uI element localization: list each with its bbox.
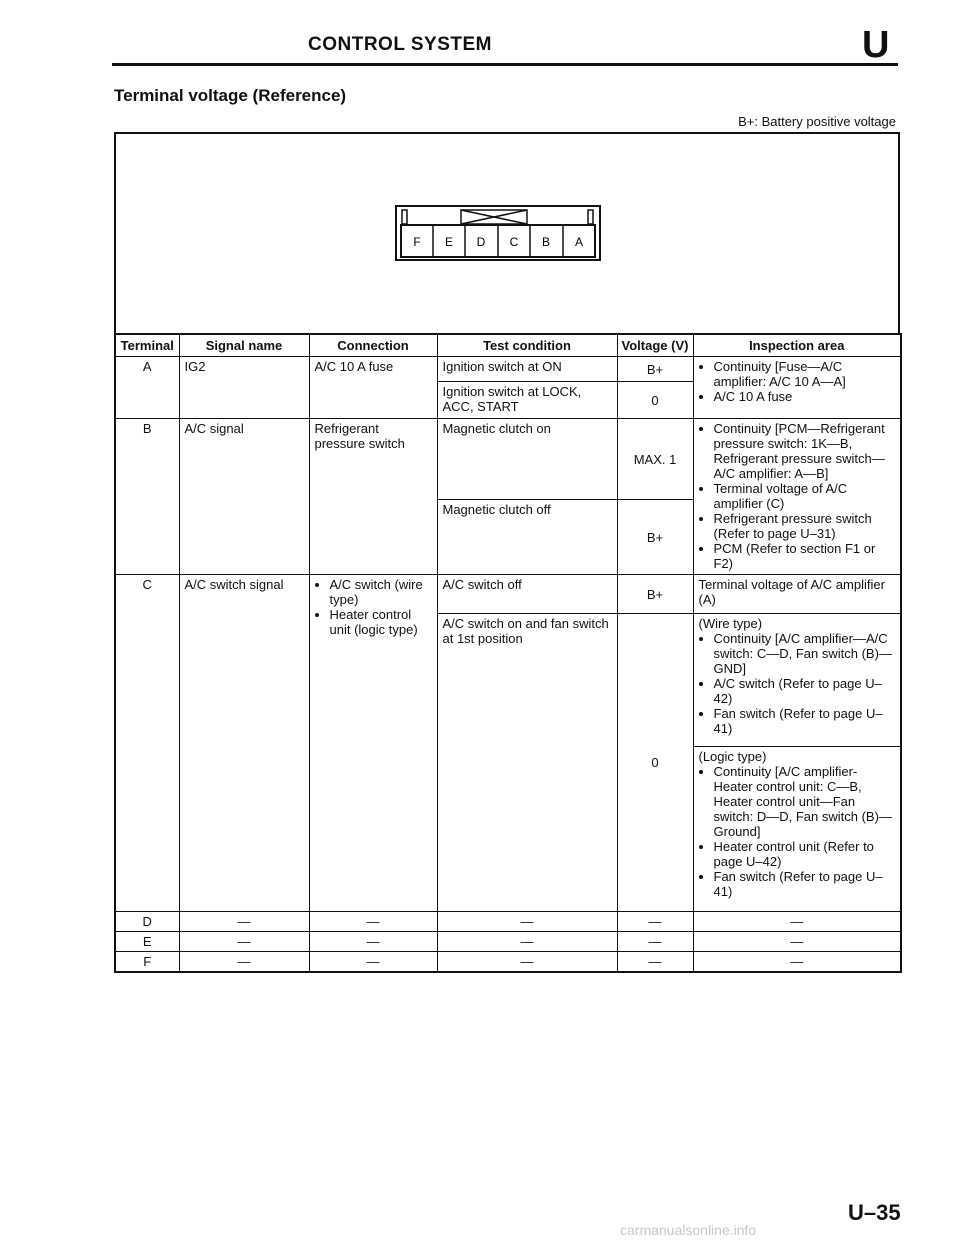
inspection-area-cell: Terminal voltage of A/C amplifier (A) xyxy=(693,575,901,614)
table-header-row xyxy=(115,334,901,357)
inspection-subtitle: (Wire type) xyxy=(698,616,763,631)
empty-cell: — xyxy=(437,912,617,932)
table-row xyxy=(115,357,901,382)
inspection-subtitle: (Logic type) xyxy=(698,749,767,764)
column-header-voltage: Voltage (V) xyxy=(617,334,693,357)
voltage-cell: B+ xyxy=(617,575,693,614)
inspection-area-cell xyxy=(693,419,901,575)
connection-item: • Heater control unit (logic type) xyxy=(330,607,432,637)
inspection-item: • Terminal voltage of A/C amplifier (C) xyxy=(714,481,896,511)
section-letter: U xyxy=(862,24,890,66)
test-condition-cell: Ignition switch at ON xyxy=(437,357,617,382)
connector-pin-b: B xyxy=(541,235,551,249)
column-header-connection: Connection xyxy=(309,334,437,357)
connection-list xyxy=(315,577,432,637)
terminal-voltage-table xyxy=(114,333,902,973)
test-condition-cell: Ignition switch at LOCK, ACC, START xyxy=(437,382,617,419)
connector-pin-a: A xyxy=(574,235,584,249)
inspection-list xyxy=(699,764,896,899)
column-header-test-condition: Test condition xyxy=(437,334,617,357)
voltage-cell: 0 xyxy=(617,614,693,912)
empty-cell: — xyxy=(693,932,901,952)
inspection-item: • Refrigerant pressure switch (Refer to page U–31) xyxy=(714,511,896,541)
empty-cell: — xyxy=(309,912,437,932)
connector-diagram xyxy=(395,205,601,261)
voltage-cell: MAX. 1 xyxy=(617,419,693,500)
test-condition-cell: Magnetic clutch on xyxy=(437,419,617,500)
empty-cell: — xyxy=(179,912,309,932)
table-row xyxy=(115,419,901,500)
empty-cell: — xyxy=(179,952,309,973)
column-header-terminal: Terminal xyxy=(115,334,179,357)
test-condition-cell: A/C switch on and fan switch at 1st position xyxy=(437,614,617,912)
inspection-item: • Fan switch (Refer to page U–41) xyxy=(714,706,896,736)
table-row xyxy=(115,932,901,952)
connection-item: • A/C switch (wire type) xyxy=(330,577,432,607)
table-row xyxy=(115,912,901,932)
connector-pin-c: C xyxy=(509,235,519,249)
connection-cell: Refrigerant pressure switch xyxy=(309,419,437,575)
test-condition-cell: Magnetic clutch off xyxy=(437,500,617,575)
empty-cell: — xyxy=(437,932,617,952)
terminal-cell: A xyxy=(115,357,179,419)
signal-name-cell: IG2 xyxy=(179,357,309,419)
section-title: Terminal voltage (Reference) xyxy=(114,86,347,105)
empty-cell: — xyxy=(617,932,693,952)
voltage-cell: 0 xyxy=(617,382,693,419)
voltage-cell: B+ xyxy=(617,357,693,382)
empty-cell: — xyxy=(179,932,309,952)
inspection-item: • Fan switch (Refer to page U–41) xyxy=(714,869,896,899)
empty-cell: — xyxy=(617,952,693,973)
battery-note: B+: Battery positive voltage xyxy=(738,114,896,129)
inspection-item: • Continuity [Fuse—A/C amplifier: A/C 10 A—A] xyxy=(714,359,896,389)
inspection-item: • A/C 10 A fuse xyxy=(714,389,896,404)
empty-cell: — xyxy=(693,912,901,932)
empty-cell: — xyxy=(309,932,437,952)
inspection-list xyxy=(699,359,896,404)
test-condition-cell: A/C switch off xyxy=(437,575,617,614)
terminal-cell: C xyxy=(115,575,179,912)
inspection-item: • Continuity [PCM—Refrigerant pressure switch: 1K—B, Refrigerant pressure switch—A/C amplifier: A—B] xyxy=(714,421,896,481)
terminal-cell: E xyxy=(115,932,179,952)
inspection-item: • Heater control unit (Refer to page U–42) xyxy=(714,839,896,869)
inspection-area-cell xyxy=(693,747,901,912)
connector-pin-d: D xyxy=(476,235,486,249)
inspection-item: • Continuity [A/C amplifier-Heater control unit: C—B, Heater control unit—Fan switch: D—D, Fan switch (B)—Ground] xyxy=(714,764,896,839)
column-header-signal-name: Signal name xyxy=(179,334,309,357)
inspection-list xyxy=(699,631,896,736)
terminal-cell: B xyxy=(115,419,179,575)
table-row xyxy=(115,575,901,614)
connector-pin-f: F xyxy=(413,235,421,249)
signal-name-cell: A/C switch signal xyxy=(179,575,309,912)
terminal-cell: D xyxy=(115,912,179,932)
column-header-inspection-area: Inspection area xyxy=(693,334,901,357)
connection-cell: A/C 10 A fuse xyxy=(309,357,437,419)
header-rule xyxy=(112,63,898,66)
empty-cell: — xyxy=(309,952,437,973)
page-number: U–35 xyxy=(848,1200,901,1225)
page-header-title: CONTROL SYSTEM xyxy=(308,34,492,55)
inspection-item: • A/C switch (Refer to page U–42) xyxy=(714,676,896,706)
inspection-item: • Continuity [A/C amplifier—A/C switch: C—D, Fan switch (B)—GND] xyxy=(714,631,896,676)
signal-name-cell: A/C signal xyxy=(179,419,309,575)
connection-cell xyxy=(309,575,437,912)
inspection-area-cell xyxy=(693,614,901,747)
watermark: carmanualsonline.info xyxy=(620,1222,757,1238)
terminal-cell: F xyxy=(115,952,179,973)
inspection-list xyxy=(699,421,896,571)
connector-pin-e: E xyxy=(444,235,454,249)
empty-cell: — xyxy=(437,952,617,973)
inspection-item: • PCM (Refer to section F1 or F2) xyxy=(714,541,896,571)
empty-cell: — xyxy=(617,912,693,932)
inspection-area-cell xyxy=(693,357,901,419)
table-row xyxy=(115,952,901,973)
empty-cell: — xyxy=(693,952,901,973)
voltage-cell: B+ xyxy=(617,500,693,575)
